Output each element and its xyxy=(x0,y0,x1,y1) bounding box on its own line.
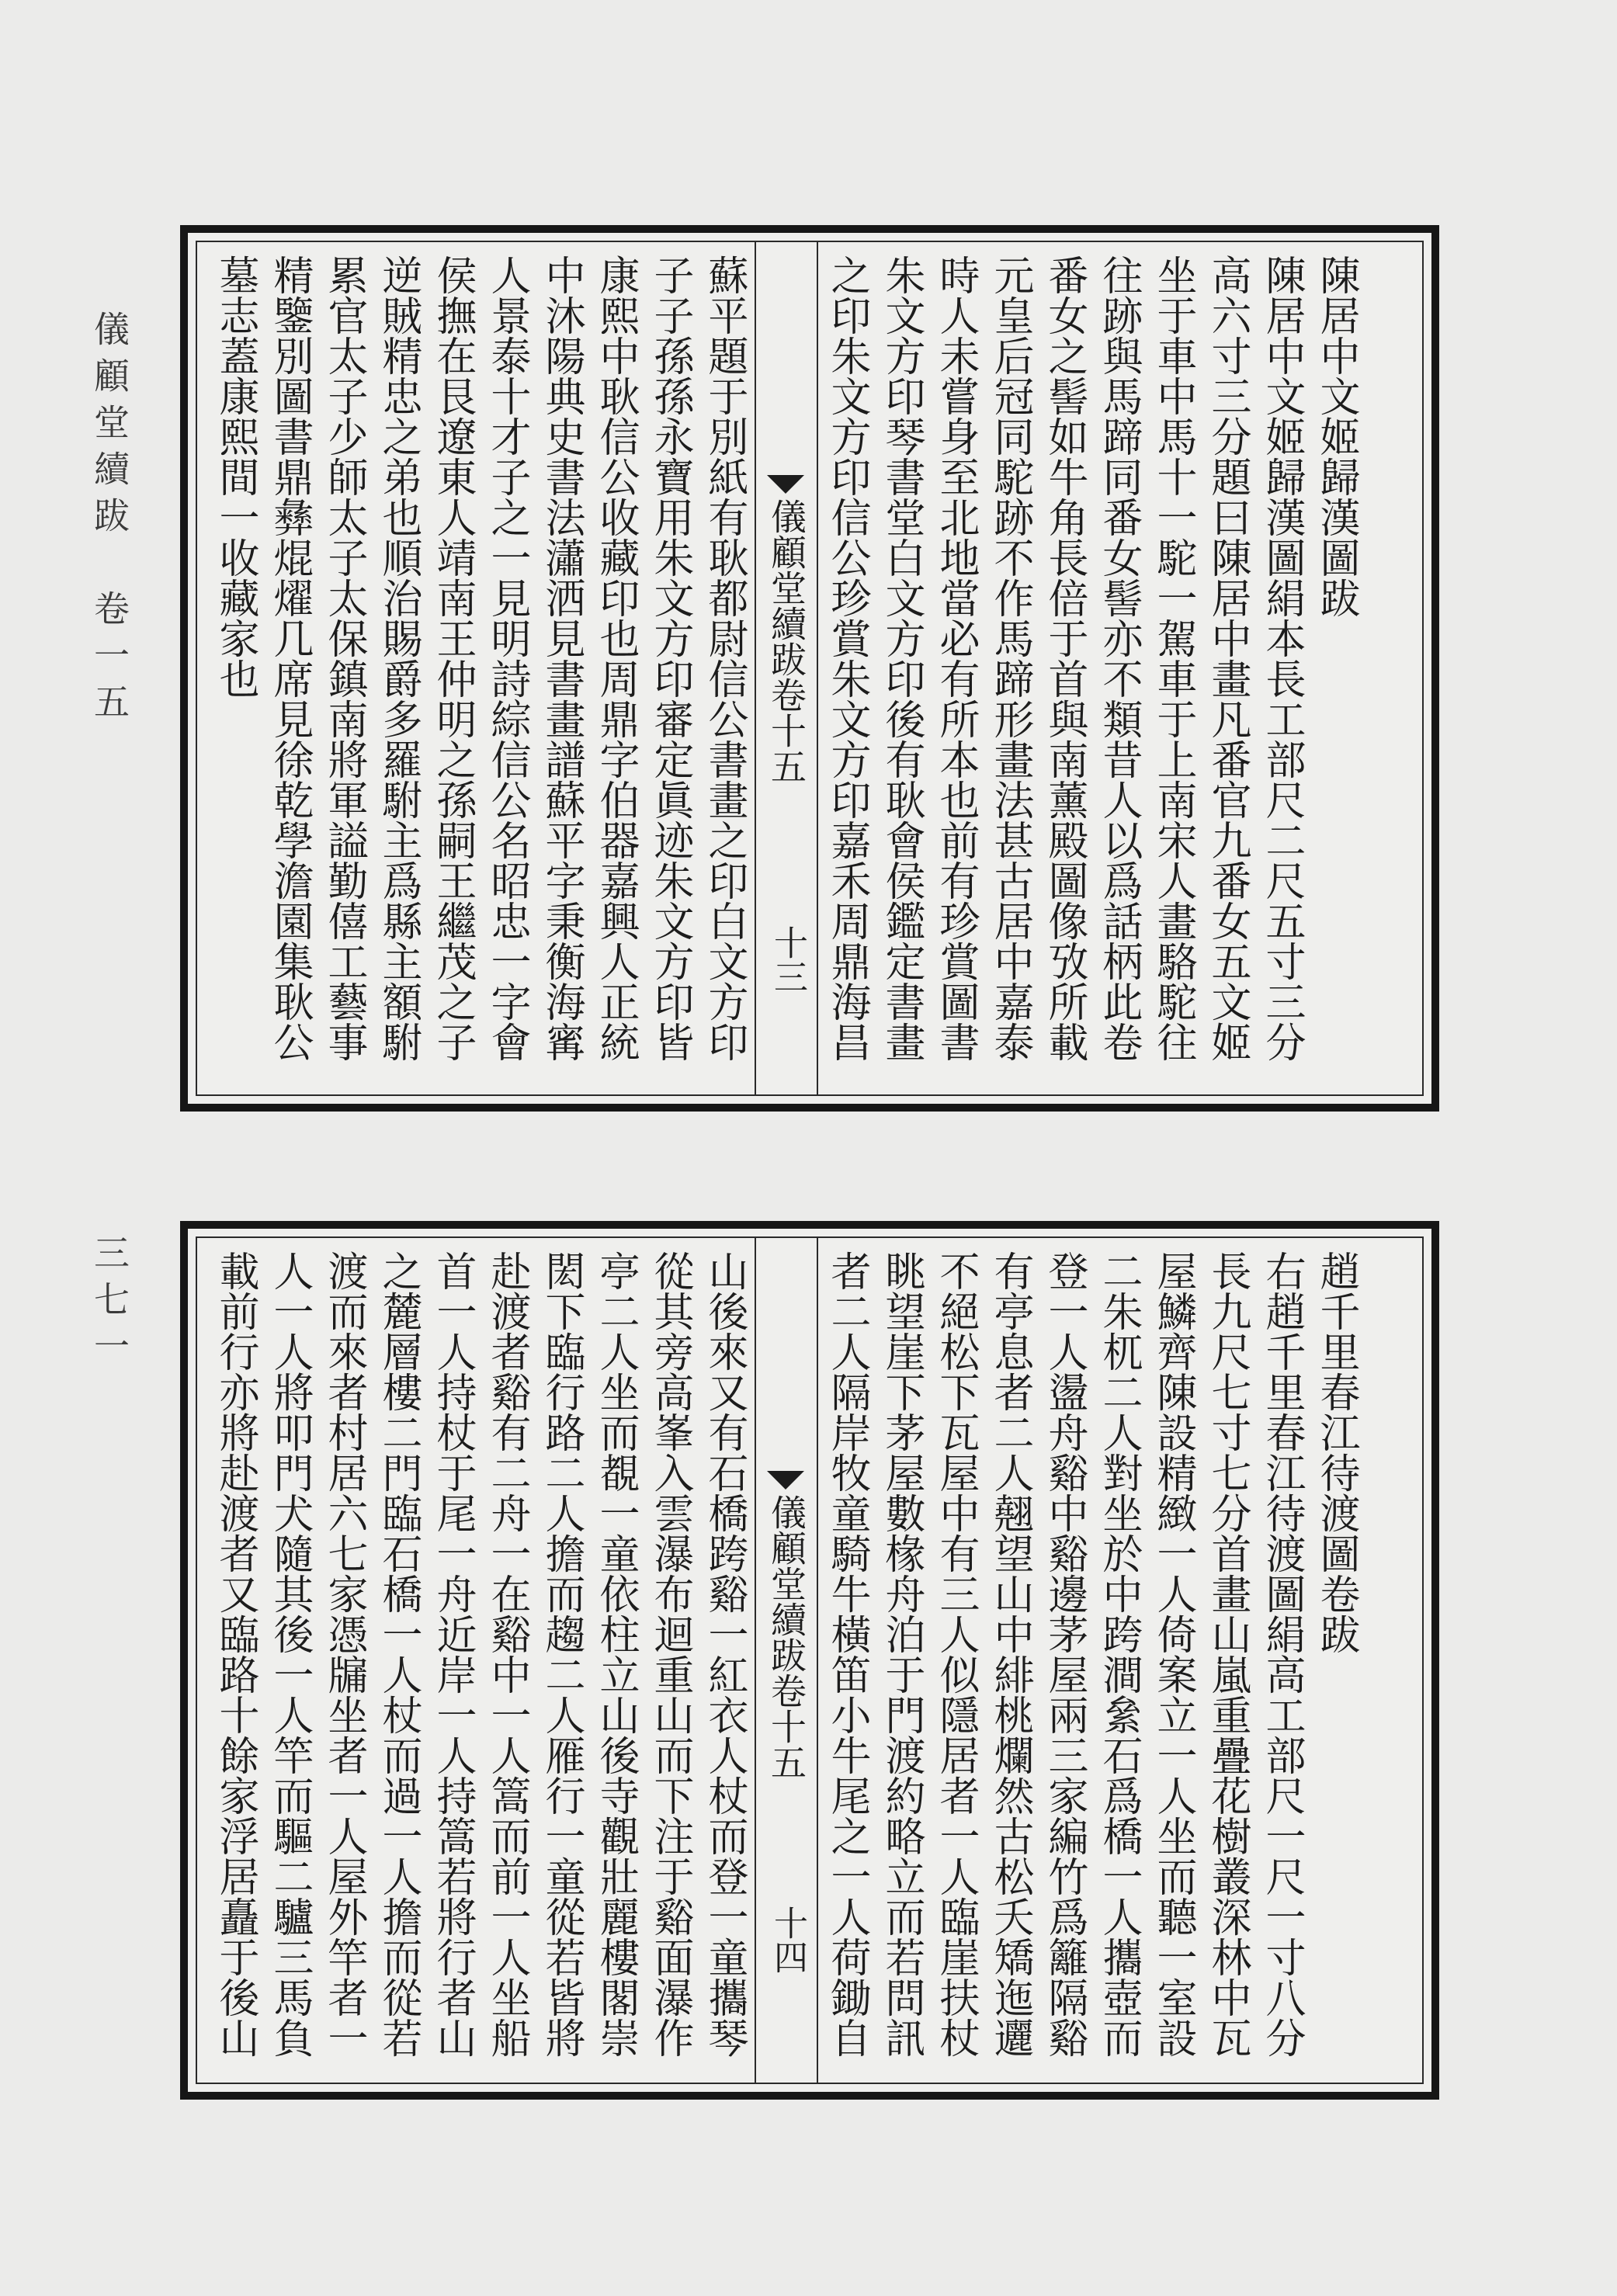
lower-left-col-7: 之麓層樓二門臨石橋一人杖而過一人擔而從若 xyxy=(375,1250,422,2058)
lower-left-col-9: 人一人將叩門犬隨其後一人竿而驅二驢三馬負 xyxy=(266,1250,313,2058)
lower-right-col-5: 二朱杌二人對坐於中跨澗絫石爲橋一人攜壺而 xyxy=(1095,1250,1142,2058)
upper-left-col-10: 墓志蓋康熙間一收藏家也 xyxy=(212,255,259,699)
lower-right-col-6: 登一人盪舟谿中谿邊茅屋兩三家編竹爲籬隔谿 xyxy=(1041,1250,1088,2058)
lower-gutter-page: 十四 xyxy=(768,1906,807,1974)
upper-right-col-10: 之印朱文方印信公珍賞朱文方印嘉禾周鼎海昌 xyxy=(824,255,870,1062)
lower-right-col-10: 者二人隔岸牧童騎牛橫笛小牛尾之一人荷鋤自 xyxy=(824,1250,870,2058)
upper-right-col-7: 元皇后冠同駝跡不作馬蹄形畫法甚古居中嘉泰 xyxy=(987,255,1033,1062)
lower-right-col-3: 長九尺七寸七分首畫山嵐重疊花樹叢深林中瓦 xyxy=(1204,1250,1251,2058)
upper-left-col-3: 康熙中耿信公收藏印也周鼎字伯器嘉興人正統 xyxy=(592,255,639,1062)
lower-right-col-1: 趙千里春江待渡圖卷跋 xyxy=(1313,1250,1359,1654)
upper-left-col-4: 中沐陽典史書法瀟洒見書畫譜蘇平字秉衡海寗 xyxy=(538,255,585,1062)
lower-left-col-2: 從其旁高峯入雲瀑布迴重山而下注于谿面瀑作 xyxy=(647,1250,693,2058)
margin-title: 儀顧堂續跋 卷一五 xyxy=(88,310,130,730)
upper-left-col-1: 蘇平題于別紙有耿都尉信公書畫之印白文方印 xyxy=(701,255,748,1062)
upper-left-col-5: 人景泰十才子之一見明詩綜信公名昭忠一字會 xyxy=(484,255,530,1062)
lower-left-col-10: 載前行亦將赴渡者又臨路十餘家浮居矗于後山 xyxy=(212,1250,259,2058)
fish-tail-mark-icon xyxy=(767,475,804,494)
upper-left-col-8: 累官太子少師太子太保鎮南將軍謚勤僖工藝事 xyxy=(321,255,367,1062)
lower-left-col-8: 渡而來者村居六七家憑牖坐者一人屋外竿者一 xyxy=(321,1250,367,2058)
upper-leaf xyxy=(180,225,1439,1112)
lower-left-col-4: 閎下臨行路二人擔而趨二人雁行一童從若皆將 xyxy=(538,1250,585,2058)
upper-leaf-inner-frame xyxy=(196,241,1424,1096)
lower-right-col-7: 有亭息者二人翹望山中緋桃爛然古松夭矯迤邐 xyxy=(987,1250,1033,2058)
upper-left-col-7: 逆賊精忠之弟也順治賜爵多羅駙主爲縣主額駙 xyxy=(375,255,422,1062)
upper-right-col-3: 高六寸三分題曰陳居中畫凡番官九番女五文姬 xyxy=(1204,255,1251,1062)
upper-right-col-5: 往跡與馬蹄同番女髻亦不類昔人以爲話柄此卷 xyxy=(1095,255,1142,1062)
upper-right-col-6: 番女之髻如牛角長倍于首與南薰殿圖像攷所載 xyxy=(1041,255,1088,1062)
upper-gutter xyxy=(755,242,818,1094)
lower-left-col-5: 赴渡者谿有二舟一在谿中一人篙而前一人坐船 xyxy=(484,1250,530,2058)
lower-right-col-9: 眺望崖下茅屋數椽舟泊于門渡約略立而若問訊 xyxy=(878,1250,925,2058)
lower-left-col-3: 亭二人坐而覩一童依柱立山後寺觀壯麗樓閣崇 xyxy=(592,1250,639,2058)
upper-gutter-title: 儀顧堂續跋卷十五 xyxy=(765,498,807,784)
upper-left-col-2: 子子孫孫永寶用朱文方印審定眞迹朱文方印皆 xyxy=(647,255,693,1062)
upper-right-col-8: 時人未嘗身至北地當必有所本也前有珍賞圖書 xyxy=(932,255,979,1062)
upper-right-col-2: 陳居中文姬歸漢圖絹本長工部尺二尺五寸三分 xyxy=(1258,255,1305,1062)
fish-tail-mark-icon xyxy=(767,1471,804,1490)
lower-gutter xyxy=(755,1238,818,2083)
lower-right-col-2: 右趙千里春江待渡圖絹高工部尺一尺一寸八分 xyxy=(1258,1250,1305,2058)
lower-leaf-inner-frame xyxy=(196,1236,1424,2084)
lower-right-col-4: 屋鱗齊陳設精緻一人倚案立一人坐而聽一室設 xyxy=(1150,1250,1196,2058)
upper-right-col-1: 陳居中文姬歸漢圖跋 xyxy=(1313,255,1359,618)
upper-right-col-9: 朱文方印琴書堂白文方印後有耿會侯鑑定書畫 xyxy=(878,255,925,1062)
upper-left-col-6: 侯撫在艮遼東人靖南王仲明之孫嗣王繼茂之子 xyxy=(429,255,476,1062)
lower-left-col-6: 首一人持杖于尾一舟近岸一人持篙若將行者山 xyxy=(429,1250,476,2058)
lower-gutter-title: 儀顧堂續跋卷十五 xyxy=(765,1494,807,1780)
lower-leaf xyxy=(180,1221,1439,2100)
upper-right-col-4: 坐于車中馬十一駝一駕車于上南宋人畫駱駝往 xyxy=(1150,255,1196,1062)
upper-left-col-9: 精鑒別圖書鼎彝焜燿几席見徐乾學澹園集耿公 xyxy=(266,255,313,1062)
margin-page-number: 三七一 xyxy=(88,1234,130,1374)
upper-gutter-page: 十三 xyxy=(768,925,807,994)
lower-right-col-8: 不絕松下瓦屋中有三人似隱居者一人臨崖扶杖 xyxy=(932,1250,979,2058)
lower-left-col-1: 山後來又有石橋跨谿一紅衣人杖而登一童攜琴 xyxy=(701,1250,748,2058)
